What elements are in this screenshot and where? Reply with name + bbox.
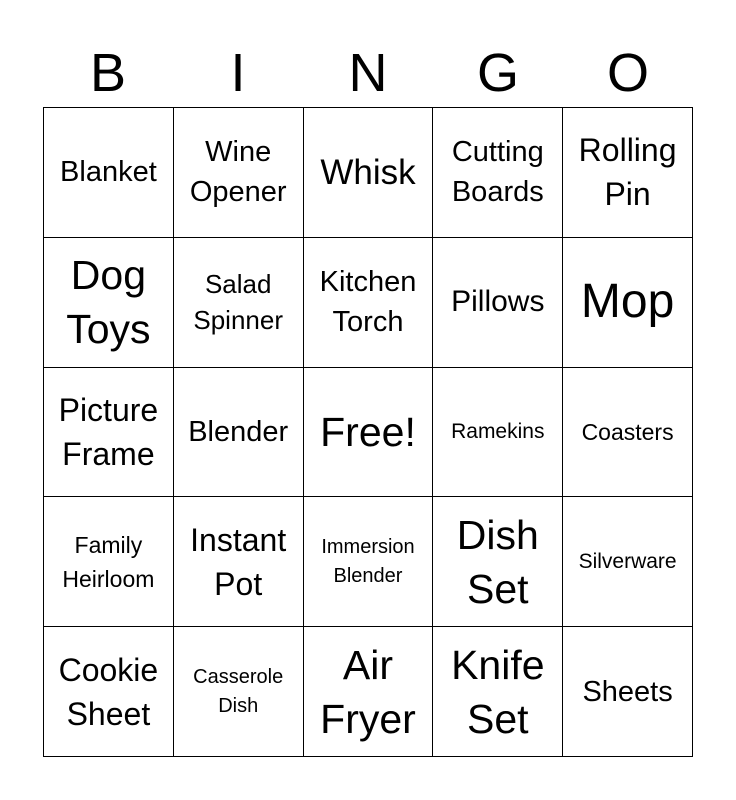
bingo-cell[interactable] xyxy=(304,368,434,498)
cell-label: Casserole Dish xyxy=(193,665,284,717)
bingo-cell[interactable] xyxy=(44,627,174,757)
cell-label: Picture Frame xyxy=(58,391,159,472)
cell-label: Whisk xyxy=(320,152,416,192)
cell-label: Salad Spinner xyxy=(193,269,283,336)
cell-label: Knife Set xyxy=(451,641,545,742)
cell-label: Dish Set xyxy=(456,511,539,612)
header-letter-o: O xyxy=(606,43,649,103)
cell-label: Pillows xyxy=(451,285,545,319)
bingo-cell[interactable] xyxy=(174,627,304,757)
bingo-cell[interactable] xyxy=(433,108,563,238)
cell-label: Rolling Pin xyxy=(578,132,677,213)
bingo-cell[interactable] xyxy=(304,108,434,238)
bingo-cell[interactable] xyxy=(174,368,304,498)
bingo-cell[interactable] xyxy=(304,238,434,368)
header-letter-g: G xyxy=(476,43,519,103)
cell-label: Wine Opener xyxy=(189,136,287,209)
bingo-cell[interactable] xyxy=(304,627,434,757)
cell-label: Immersion Blender xyxy=(321,535,415,587)
header-letter-b: B xyxy=(89,43,127,103)
cell-label: Mop xyxy=(580,275,675,329)
bingo-cell[interactable] xyxy=(563,238,693,368)
header-letter-n: N xyxy=(348,43,388,103)
header-letter-i: I xyxy=(230,43,246,103)
cell-label: Cutting Boards xyxy=(451,136,544,209)
cell-label: Dog Toys xyxy=(66,252,151,353)
bingo-cell[interactable] xyxy=(433,627,563,757)
bingo-cell[interactable] xyxy=(44,497,174,627)
cell-label: Silverware xyxy=(578,549,677,573)
bingo-cell[interactable] xyxy=(563,368,693,498)
bingo-cell[interactable] xyxy=(563,627,693,757)
cell-label: Kitchen Torch xyxy=(319,266,417,339)
bingo-cell[interactable] xyxy=(304,497,434,627)
cell-label: Blanket xyxy=(60,156,157,189)
cell-label: Ramekins xyxy=(451,419,545,443)
bingo-cell[interactable] xyxy=(563,108,693,238)
cell-label: Blender xyxy=(188,415,289,448)
cell-label: Sheets xyxy=(582,675,673,708)
bingo-cell[interactable] xyxy=(433,497,563,627)
bingo-cell[interactable] xyxy=(44,238,174,368)
bingo-cell[interactable] xyxy=(433,368,563,498)
cell-label: Family Heirloom xyxy=(62,531,155,592)
bingo-header xyxy=(43,40,693,106)
cell-label: Instant Pot xyxy=(190,521,287,602)
bingo-cell[interactable] xyxy=(433,238,563,368)
bingo-board xyxy=(43,107,693,757)
cell-label: Free! xyxy=(320,408,416,455)
bingo-cell[interactable] xyxy=(174,497,304,627)
cell-label: Air Fryer xyxy=(320,641,416,742)
cell-label: Coasters xyxy=(581,418,674,445)
bingo-cell[interactable] xyxy=(44,108,174,238)
bingo-cell[interactable] xyxy=(44,368,174,498)
cell-label: Cookie Sheet xyxy=(58,651,159,732)
bingo-cell[interactable] xyxy=(174,108,304,238)
bingo-cell[interactable] xyxy=(563,497,693,627)
bingo-cell[interactable] xyxy=(174,238,304,368)
